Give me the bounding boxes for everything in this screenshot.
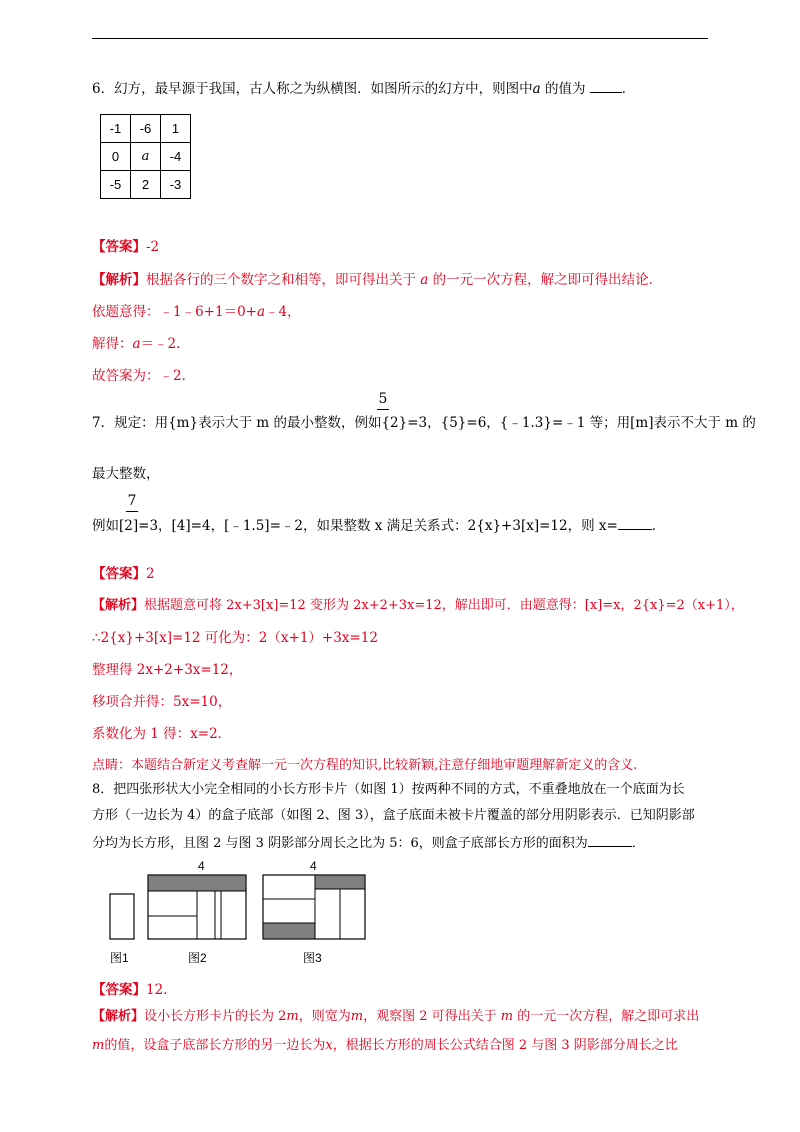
analysis-var: m [286, 1009, 299, 1024]
q6-answer-blank [590, 78, 622, 93]
analysis-text: ，根据长方形的周长公式结合图 2 与图 3 阴影部分周长之比 [332, 1038, 678, 1053]
q8-analysis [92, 1007, 699, 1027]
analysis-var: a [420, 272, 429, 288]
q7-line1 [92, 413, 756, 433]
analysis-text: ，观察图 2 可得出关于 [363, 1009, 497, 1024]
q8-line1: 8．把四张形状大小完全相同的小长方形卡片（如图 1）按两种不同的方式，不重叠地放在一个底面为长 [92, 782, 685, 797]
fig1-label: 图1 [110, 951, 129, 965]
q6-text: 6．幻方，最早源于我国，古人称之为纵横图．如图所示的幻方中，则图中 [92, 81, 533, 97]
q6-text-end: 的值为 [544, 81, 586, 97]
step-text-end: ＝﹣2． [140, 336, 190, 352]
magic-cell: a [131, 143, 161, 171]
q7-analysis [92, 596, 744, 616]
q7-a4: 移项合并得：5x=10， [92, 694, 232, 710]
magic-cell: -1 [101, 115, 131, 143]
q7-a3: 整理得 2x+2+3x=12， [92, 662, 243, 678]
fraction-denominator: 2 [390, 415, 399, 431]
q7-fraction-1 [377, 390, 389, 410]
q7-a2: ∴2{x}+3[x]=12 可化为：2（x+1）+3x=12 [92, 630, 378, 646]
answer-value: 12. [146, 982, 168, 998]
q8-text: 分均为长方形，且图 2 与图 3 阴影部分周长之比为 5：6，则盒子底部长方形的面积为 [92, 836, 588, 851]
q7-text: 例如[ [92, 518, 125, 534]
step-var: a [132, 336, 141, 352]
q7-a5: 系数化为 1 得：x=2． [92, 726, 232, 742]
answer-tag: 【答案】 [92, 982, 146, 998]
q7-text-end: }=3，{5}=6，{﹣1.3}=﹣1 等；用[m]表示不大于 m 的 [398, 415, 756, 431]
magic-cell: 0 [101, 143, 131, 171]
q7-a6: 点睛：本题结合新定义考查解一元一次方程的知识,比较新颖,注意仔细地审题理解新定义的含义. [92, 758, 638, 773]
magic-square [100, 114, 191, 199]
step-text: 解得： [92, 336, 133, 352]
magic-cell: 1 [161, 115, 191, 143]
fig3-label: 图3 [303, 951, 322, 965]
fraction-numerator: 7 [127, 493, 137, 509]
q8-line3: 分均为长方形，且图 2 与图 3 阴影部分周长之比为 5：6，则盒子底部长方形的面积为 ． [92, 832, 645, 854]
fig1-card [110, 894, 134, 939]
analysis-var: x [325, 1038, 333, 1053]
q7-fraction-2 [126, 492, 138, 512]
fraction-numerator: 5 [378, 391, 388, 407]
magic-cell: -6 [131, 115, 161, 143]
analysis-tag: 【解析】 [92, 598, 145, 613]
analysis-tag: 【解析】 [92, 1009, 145, 1024]
q6-step2 [92, 334, 190, 354]
magic-cell: -4 [161, 143, 191, 171]
q7-line3: 例如[2]=3，[4]=4，[﹣1.5]=﹣2，如果整数 x 满足关系式：2{x}+3[x]=12，则 x= ． [92, 515, 665, 536]
answer-tag: 【答案】 [92, 239, 146, 255]
q6-answer [92, 237, 159, 257]
q6-var: a [532, 81, 541, 97]
q8-analysis-2 [92, 1036, 678, 1056]
q8-answer-blank [588, 832, 632, 847]
analysis-text: 的一元一次方程，解之即可求出 [517, 1009, 700, 1024]
q8-answer [92, 980, 167, 1000]
fig3-shaded-bottom [263, 923, 315, 939]
q7-answer-blank [618, 515, 652, 530]
q6-step1 [92, 302, 301, 322]
step-text: 依题意得：﹣1﹣6+1＝0+ [92, 304, 257, 320]
q6-step3: 故答案为：﹣2． [92, 368, 196, 384]
fig3-side-label: 4 [310, 859, 317, 873]
analysis-var: m [92, 1038, 105, 1053]
q8-figures [105, 858, 385, 968]
analysis-var: m [500, 1009, 514, 1024]
answer-value: 2 [146, 566, 155, 582]
analysis-text: 根据各行的三个数字之和相等，即可得出关于 [146, 272, 416, 288]
fig2-side-label: 4 [198, 859, 205, 873]
fraction-denominator: 2 [124, 518, 133, 534]
fig3-shaded-top [315, 875, 365, 889]
magic-row [101, 171, 191, 199]
analysis-text: ，则宽为 [298, 1009, 351, 1024]
step-text-end: ﹣4， [265, 304, 301, 320]
magic-cell: -5 [101, 171, 131, 199]
q7-line2: 最大整数， [92, 466, 160, 482]
q6-question: 6．幻方，最早源于我国，古人称之为纵横图．如图所示的幻方中，则图中a 的值为 ． [92, 78, 635, 99]
answer-value: -2 [146, 239, 160, 255]
header-rule [92, 38, 708, 39]
q7-text: 7．规定：用{m}表示大于 m 的最小整数，例如{ [92, 415, 391, 431]
magic-row [101, 143, 191, 171]
analysis-var: m [350, 1009, 364, 1024]
fig2-shaded-area [148, 875, 246, 891]
analysis-tag: 【解析】 [92, 272, 146, 288]
magic-cell: 2 [131, 171, 161, 199]
q7-answer [92, 564, 155, 584]
q7-text-end: ]=3，[4]=4，[﹣1.5]=﹣2，如果整数 x 满足关系式：2{x}+3[x]=12，则 x= [132, 518, 618, 534]
step-var: a [256, 304, 266, 320]
analysis-text: 的值，设盒子底部长方形的另一边长为 [104, 1038, 326, 1053]
magic-row [101, 115, 191, 143]
q6-analysis [92, 270, 662, 290]
analysis-text-end: 的一元一次方程，解之即可得出结论． [432, 272, 663, 288]
magic-cell: -3 [161, 171, 191, 199]
analysis-text: 根据题意可将 2x+3[x]=12 变形为 2x+2+3x=12，解出即可．由题意得：[x]=x，2{x}=2（x+1）， [144, 598, 744, 613]
answer-tag: 【答案】 [92, 566, 146, 582]
analysis-text: 设小长方形卡片的长为 2 [144, 1009, 287, 1024]
fraction-bar [126, 511, 138, 512]
q8-line2: 方形（一边长为 4）的盒子底部（如图 2、图 3），盒子底面未被卡片覆盖的部分用阴影表示．已知阴影部 [92, 808, 695, 823]
fraction-bar [377, 409, 389, 410]
fig2-label: 图2 [188, 951, 207, 965]
